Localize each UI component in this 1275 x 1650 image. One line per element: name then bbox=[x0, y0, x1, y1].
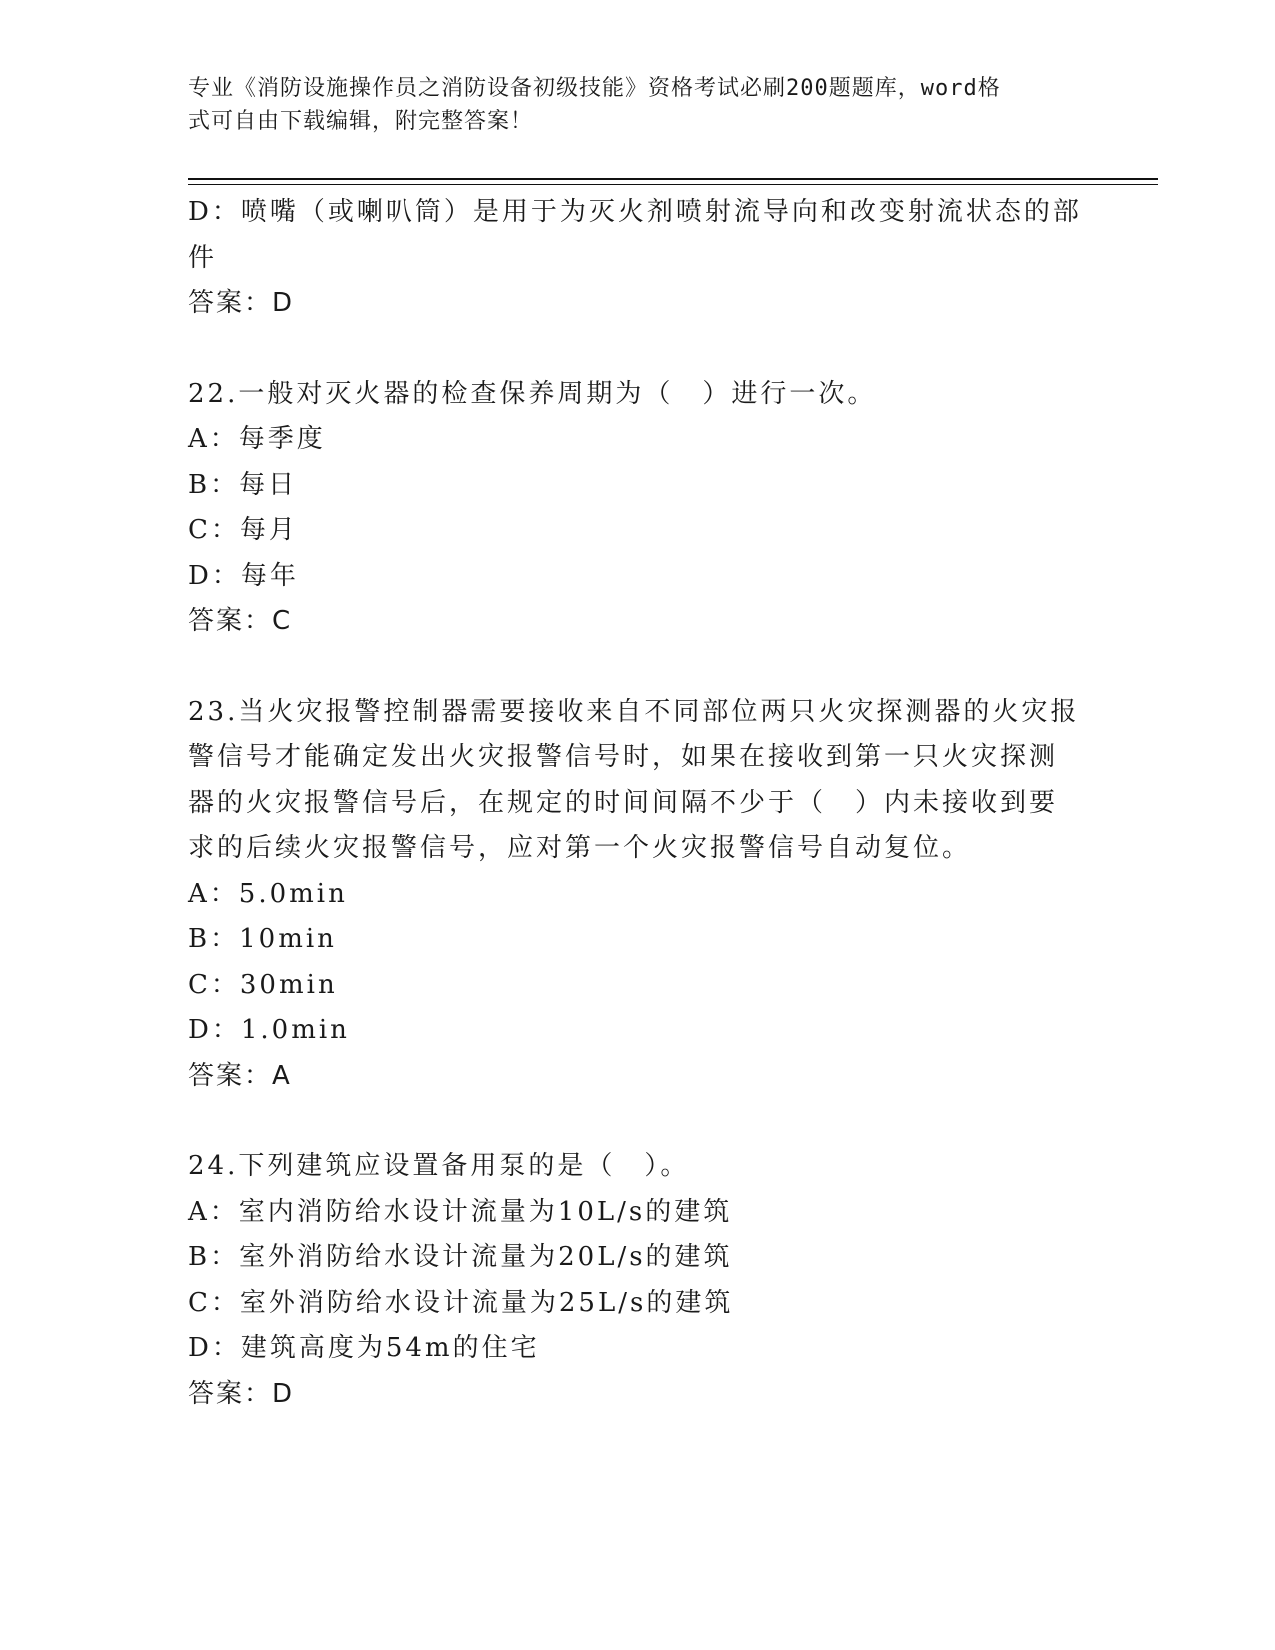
option-c: C：室外消防给水设计流量为25L/s的建筑 bbox=[188, 1287, 734, 1318]
option-a: A：每季度 bbox=[188, 424, 326, 454]
question-21-tail bbox=[188, 190, 1088, 327]
option-a: A：5.0min bbox=[188, 878, 348, 909]
answer-label: 答案：A bbox=[188, 1060, 292, 1091]
question-24 bbox=[188, 1144, 1088, 1417]
document-header bbox=[188, 72, 1078, 138]
answer-label: 答案：C bbox=[188, 606, 293, 636]
option-c: C：每月 bbox=[188, 515, 298, 545]
question-text-line-2: 警信号才能确定发出火灾报警信号时，如果在接收到第一只火灾探测 bbox=[188, 742, 1059, 772]
option-b: B：10min bbox=[188, 924, 337, 954]
spacer bbox=[188, 327, 1088, 372]
option-d: D：1.0min bbox=[188, 1015, 350, 1045]
question-list bbox=[188, 190, 1088, 1417]
header-line-2: 式可自由下载编辑，附完整答案！ bbox=[188, 109, 534, 134]
question-text: 24.下列建筑应设置备用泵的是（ ）。 bbox=[188, 1151, 690, 1181]
spacer bbox=[188, 645, 1088, 690]
header-line-1: 专业《消防设施操作员之消防设备初级技能》资格考试必刷200题题库，word格 bbox=[188, 76, 1001, 101]
option-d: D：喷嘴（或喇叭筒）是用于为灭火剂喷射流导向和改变射流状态的部 bbox=[188, 197, 1082, 227]
header-divider-thin bbox=[188, 184, 1158, 185]
option-b: B：室外消防给水设计流量为20L/s的建筑 bbox=[188, 1242, 733, 1272]
option-c: C：30min bbox=[188, 969, 338, 1000]
question-text-line-4: 求的后续火灾报警信号，应对第一个火灾报警信号自动复位。 bbox=[188, 833, 972, 863]
option-b: B：每日 bbox=[188, 469, 298, 500]
header-divider-thick bbox=[188, 178, 1158, 180]
spacer bbox=[188, 1099, 1088, 1144]
option-a: A：室内消防给水设计流量为10L/s的建筑 bbox=[188, 1196, 733, 1227]
question-text-line-3: 器的火灾报警信号后，在规定的时间间隔不少于（ ）内未接收到要 bbox=[188, 787, 1059, 818]
question-23 bbox=[188, 690, 1088, 1100]
question-text-line-1: 23.当火灾报警控制器需要接收来自不同部位两只火灾探测器的火灾报 bbox=[188, 696, 1080, 727]
answer-label: 答案：D bbox=[188, 1378, 295, 1409]
question-22 bbox=[188, 372, 1088, 645]
option-d: D：每年 bbox=[188, 560, 299, 591]
question-text: 22.一般对灭火器的检查保养周期为（ ）进行一次。 bbox=[188, 378, 877, 409]
option-d-continued: 件 bbox=[188, 242, 218, 273]
option-d: D：建筑高度为54m的住宅 bbox=[188, 1333, 540, 1363]
answer-label: 答案：D bbox=[188, 288, 295, 318]
